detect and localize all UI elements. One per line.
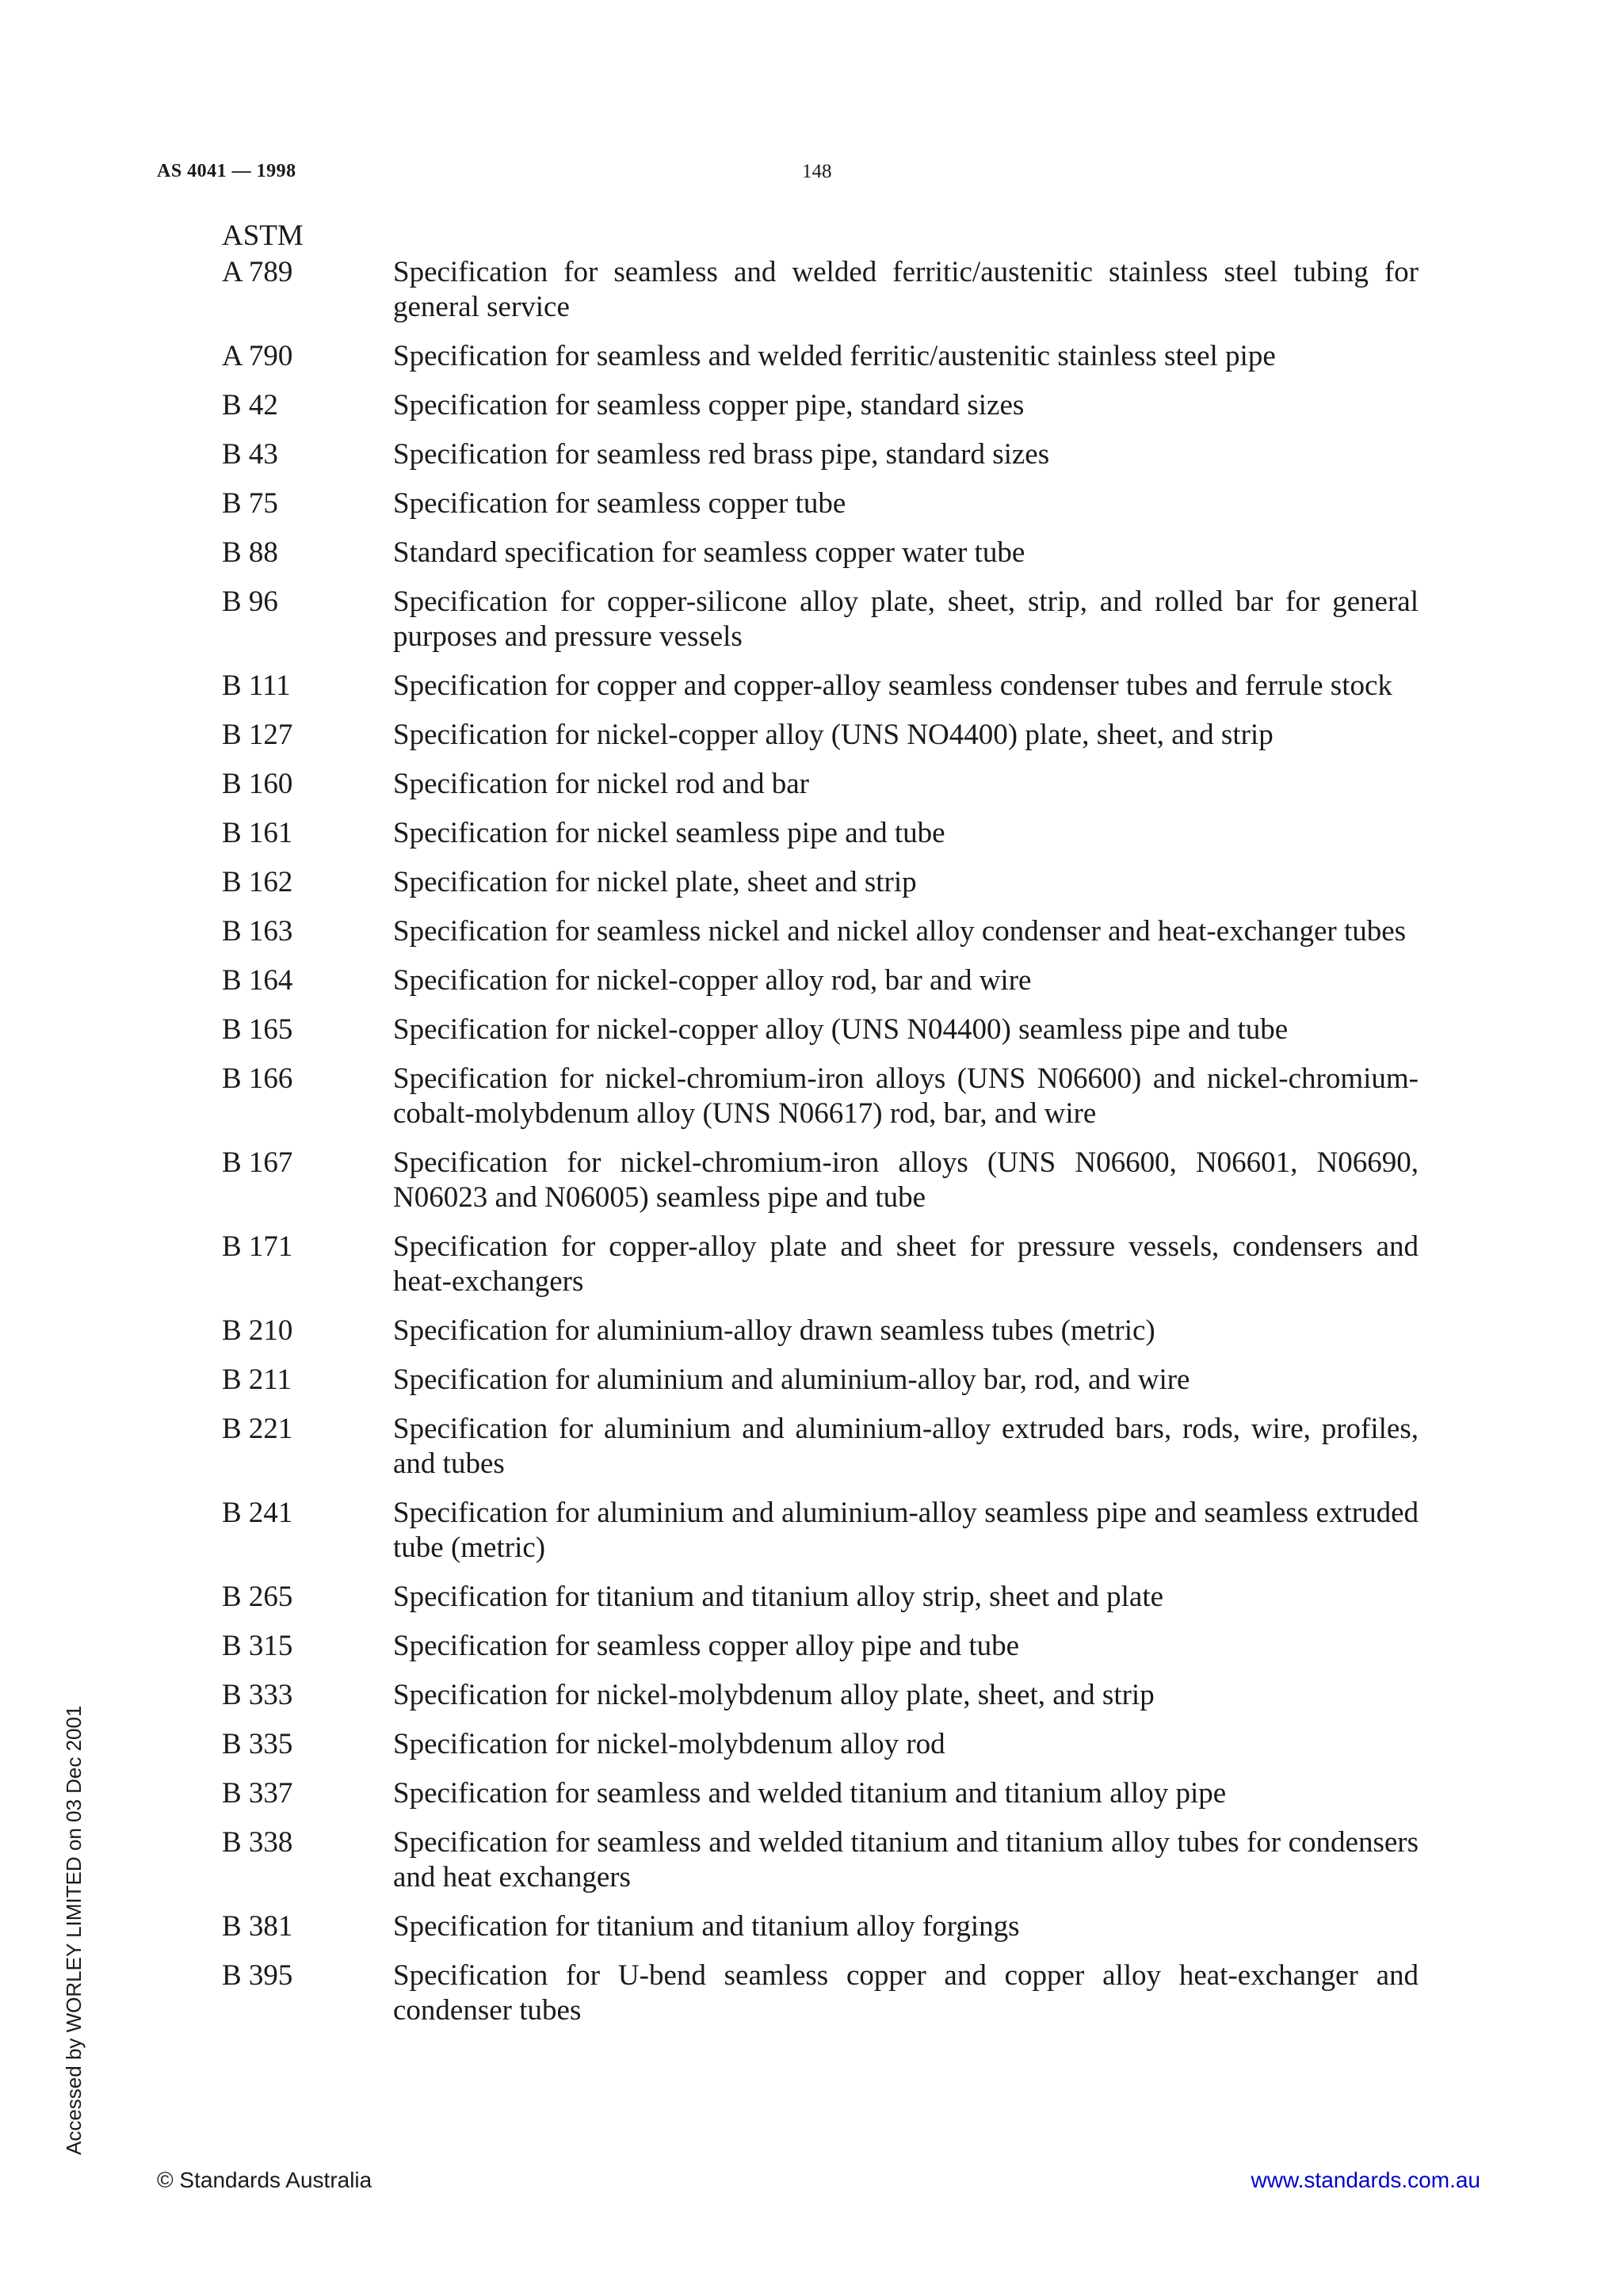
- list-item: [222, 437, 1419, 472]
- entry-code: A 790: [222, 340, 293, 372]
- list-item: [222, 1146, 1419, 1215]
- entry-code: B 211: [222, 1363, 292, 1396]
- list-item: [222, 1496, 1419, 1566]
- entry-code: A 789: [222, 256, 293, 288]
- entry-code: B 111: [222, 669, 291, 702]
- list-item: [222, 1013, 1419, 1047]
- access-note: Accessed by WORLEY LIMITED on 03 Dec 2001: [62, 1705, 86, 2155]
- page-number: 148: [802, 161, 832, 182]
- entry-description: Specification for seamless copper pipe, standard sizes: [393, 389, 1025, 421]
- list-item: [222, 1363, 1419, 1398]
- entry-code: B 88: [222, 536, 278, 569]
- entry-code: B 221: [222, 1413, 293, 1445]
- list-item: [222, 914, 1419, 949]
- entry-code: B 96: [222, 585, 278, 618]
- entry-description: Specification for seamless and welded titanium and titanium alloy pipe: [393, 1777, 1227, 1810]
- entry-code: B 210: [222, 1314, 293, 1347]
- entry-description: Specification for seamless and welded titanium and titanium alloy tubes for condensers and heat exchangers: [393, 1826, 1419, 1894]
- entry-code: B 241: [222, 1497, 293, 1529]
- entry-description: Specification for seamless copper alloy pipe and tube: [393, 1630, 1020, 1662]
- list-item: [222, 536, 1419, 570]
- entry-description: Specification for titanium and titanium alloy strip, sheet and plate: [393, 1581, 1164, 1613]
- entry-description: Specification for nickel-copper alloy rod, bar and wire: [393, 964, 1032, 997]
- entry-code: B 333: [222, 1679, 293, 1711]
- entry-code: B 42: [222, 389, 278, 421]
- list-item: [222, 585, 1419, 654]
- entry-description: Specification for titanium and titanium alloy forgings: [393, 1910, 1020, 1943]
- entry-description: Specification for nickel plate, sheet and strip: [393, 866, 917, 898]
- list-item: [222, 1909, 1419, 1944]
- entry-code: B 335: [222, 1728, 293, 1760]
- entry-description: Specification for copper-alloy plate and sheet for pressure vessels, condensers and heat-exchangers: [393, 1230, 1419, 1298]
- list-item: [222, 1776, 1419, 1811]
- entry-description: Specification for seamless nickel and nickel alloy condenser and heat-exchanger tubes: [393, 915, 1407, 948]
- list-item: [222, 1230, 1419, 1299]
- specification-list: [222, 255, 1419, 2042]
- entry-code: B 337: [222, 1777, 293, 1810]
- entry-code: B 127: [222, 719, 293, 751]
- list-item: [222, 255, 1419, 325]
- list-item: [222, 1062, 1419, 1131]
- entry-description: Specification for copper and copper-alloy seamless condenser tubes and ferrule stock: [393, 669, 1392, 702]
- entry-code: B 171: [222, 1230, 293, 1263]
- list-item: [222, 767, 1419, 802]
- list-item: [222, 865, 1419, 900]
- list-item: [222, 1825, 1419, 1895]
- entry-code: B 338: [222, 1826, 293, 1859]
- entry-code: B 315: [222, 1630, 293, 1662]
- entry-code: B 160: [222, 768, 293, 800]
- entry-description: Specification for nickel-chromium-iron alloys (UNS N06600) and nickel-chromium-cobalt-molybdenum alloy (UNS N06617) rod, bar, and wire: [393, 1062, 1419, 1130]
- entry-code: B 162: [222, 866, 293, 898]
- entry-description: Specification for copper-silicone alloy plate, sheet, strip, and rolled bar for general purposes and pressure vessels: [393, 585, 1419, 653]
- entry-code: B 161: [222, 817, 293, 849]
- standard-code: AS 4041 — 1998: [157, 161, 296, 181]
- list-item: [222, 339, 1419, 374]
- entry-description: Specification for nickel rod and bar: [393, 768, 809, 800]
- list-item: [222, 816, 1419, 851]
- entry-description: Specification for seamless red brass pipe, standard sizes: [393, 438, 1050, 471]
- entry-code: B 164: [222, 964, 293, 997]
- list-item: [222, 963, 1419, 998]
- entry-code: B 163: [222, 915, 293, 948]
- entry-code: B 165: [222, 1013, 293, 1046]
- entry-code: B 166: [222, 1062, 293, 1095]
- entry-code: B 43: [222, 438, 278, 471]
- entry-description: Specification for seamless and welded ferritic/austenitic stainless steel pipe: [393, 340, 1276, 372]
- entry-description: Specification for nickel-copper alloy (UNS NO4400) plate, sheet, and strip: [393, 719, 1274, 751]
- entry-description: Specification for nickel-molybdenum alloy plate, sheet, and strip: [393, 1679, 1155, 1711]
- entry-code: B 75: [222, 487, 278, 520]
- entry-description: Specification for seamless and welded ferritic/austenitic stainless steel tubing for general service: [393, 256, 1419, 323]
- entry-description: Specification for nickel-copper alloy (UNS N04400) seamless pipe and tube: [393, 1013, 1289, 1046]
- list-item: [222, 486, 1419, 521]
- entry-description: Specification for aluminium and aluminium-alloy extruded bars, rods, wire, profiles, and tubes: [393, 1413, 1419, 1480]
- list-item: [222, 388, 1419, 423]
- entry-code: B 265: [222, 1581, 293, 1613]
- entry-description: Standard specification for seamless copper water tube: [393, 536, 1025, 569]
- footer-website-link[interactable]: www.standards.com.au: [1251, 2168, 1480, 2192]
- footer-copyright: © Standards Australia: [157, 2168, 372, 2192]
- entry-description: Specification for nickel-molybdenum alloy rod: [393, 1728, 945, 1760]
- entry-code: B 167: [222, 1146, 293, 1179]
- list-item: [222, 1958, 1419, 2028]
- entry-description: Specification for aluminium and aluminium-alloy bar, rod, and wire: [393, 1363, 1190, 1396]
- list-item: [222, 718, 1419, 753]
- entry-description: Specification for seamless copper tube: [393, 487, 846, 520]
- list-item: [222, 1412, 1419, 1482]
- entry-code: B 395: [222, 1959, 293, 1992]
- entry-code: B 381: [222, 1910, 293, 1943]
- entry-description: Specification for U-bend seamless copper and copper alloy heat-exchanger and condenser tubes: [393, 1959, 1419, 2027]
- entry-description: Specification for nickel-chromium-iron alloys (UNS N06600, N06601, N06690, N06023 and N06005) seamless pipe and tube: [393, 1146, 1419, 1214]
- list-item: [222, 1314, 1419, 1348]
- list-item: [222, 669, 1419, 704]
- list-item: [222, 1580, 1419, 1615]
- list-item: [222, 1629, 1419, 1664]
- list-item: [222, 1678, 1419, 1713]
- section-label: ASTM: [222, 219, 304, 252]
- entry-description: Specification for aluminium and aluminium-alloy seamless pipe and seamless extruded tube (metric): [393, 1497, 1419, 1564]
- entry-description: Specification for aluminium-alloy drawn seamless tubes (metric): [393, 1314, 1155, 1347]
- list-item: [222, 1727, 1419, 1762]
- entry-description: Specification for nickel seamless pipe and tube: [393, 817, 945, 849]
